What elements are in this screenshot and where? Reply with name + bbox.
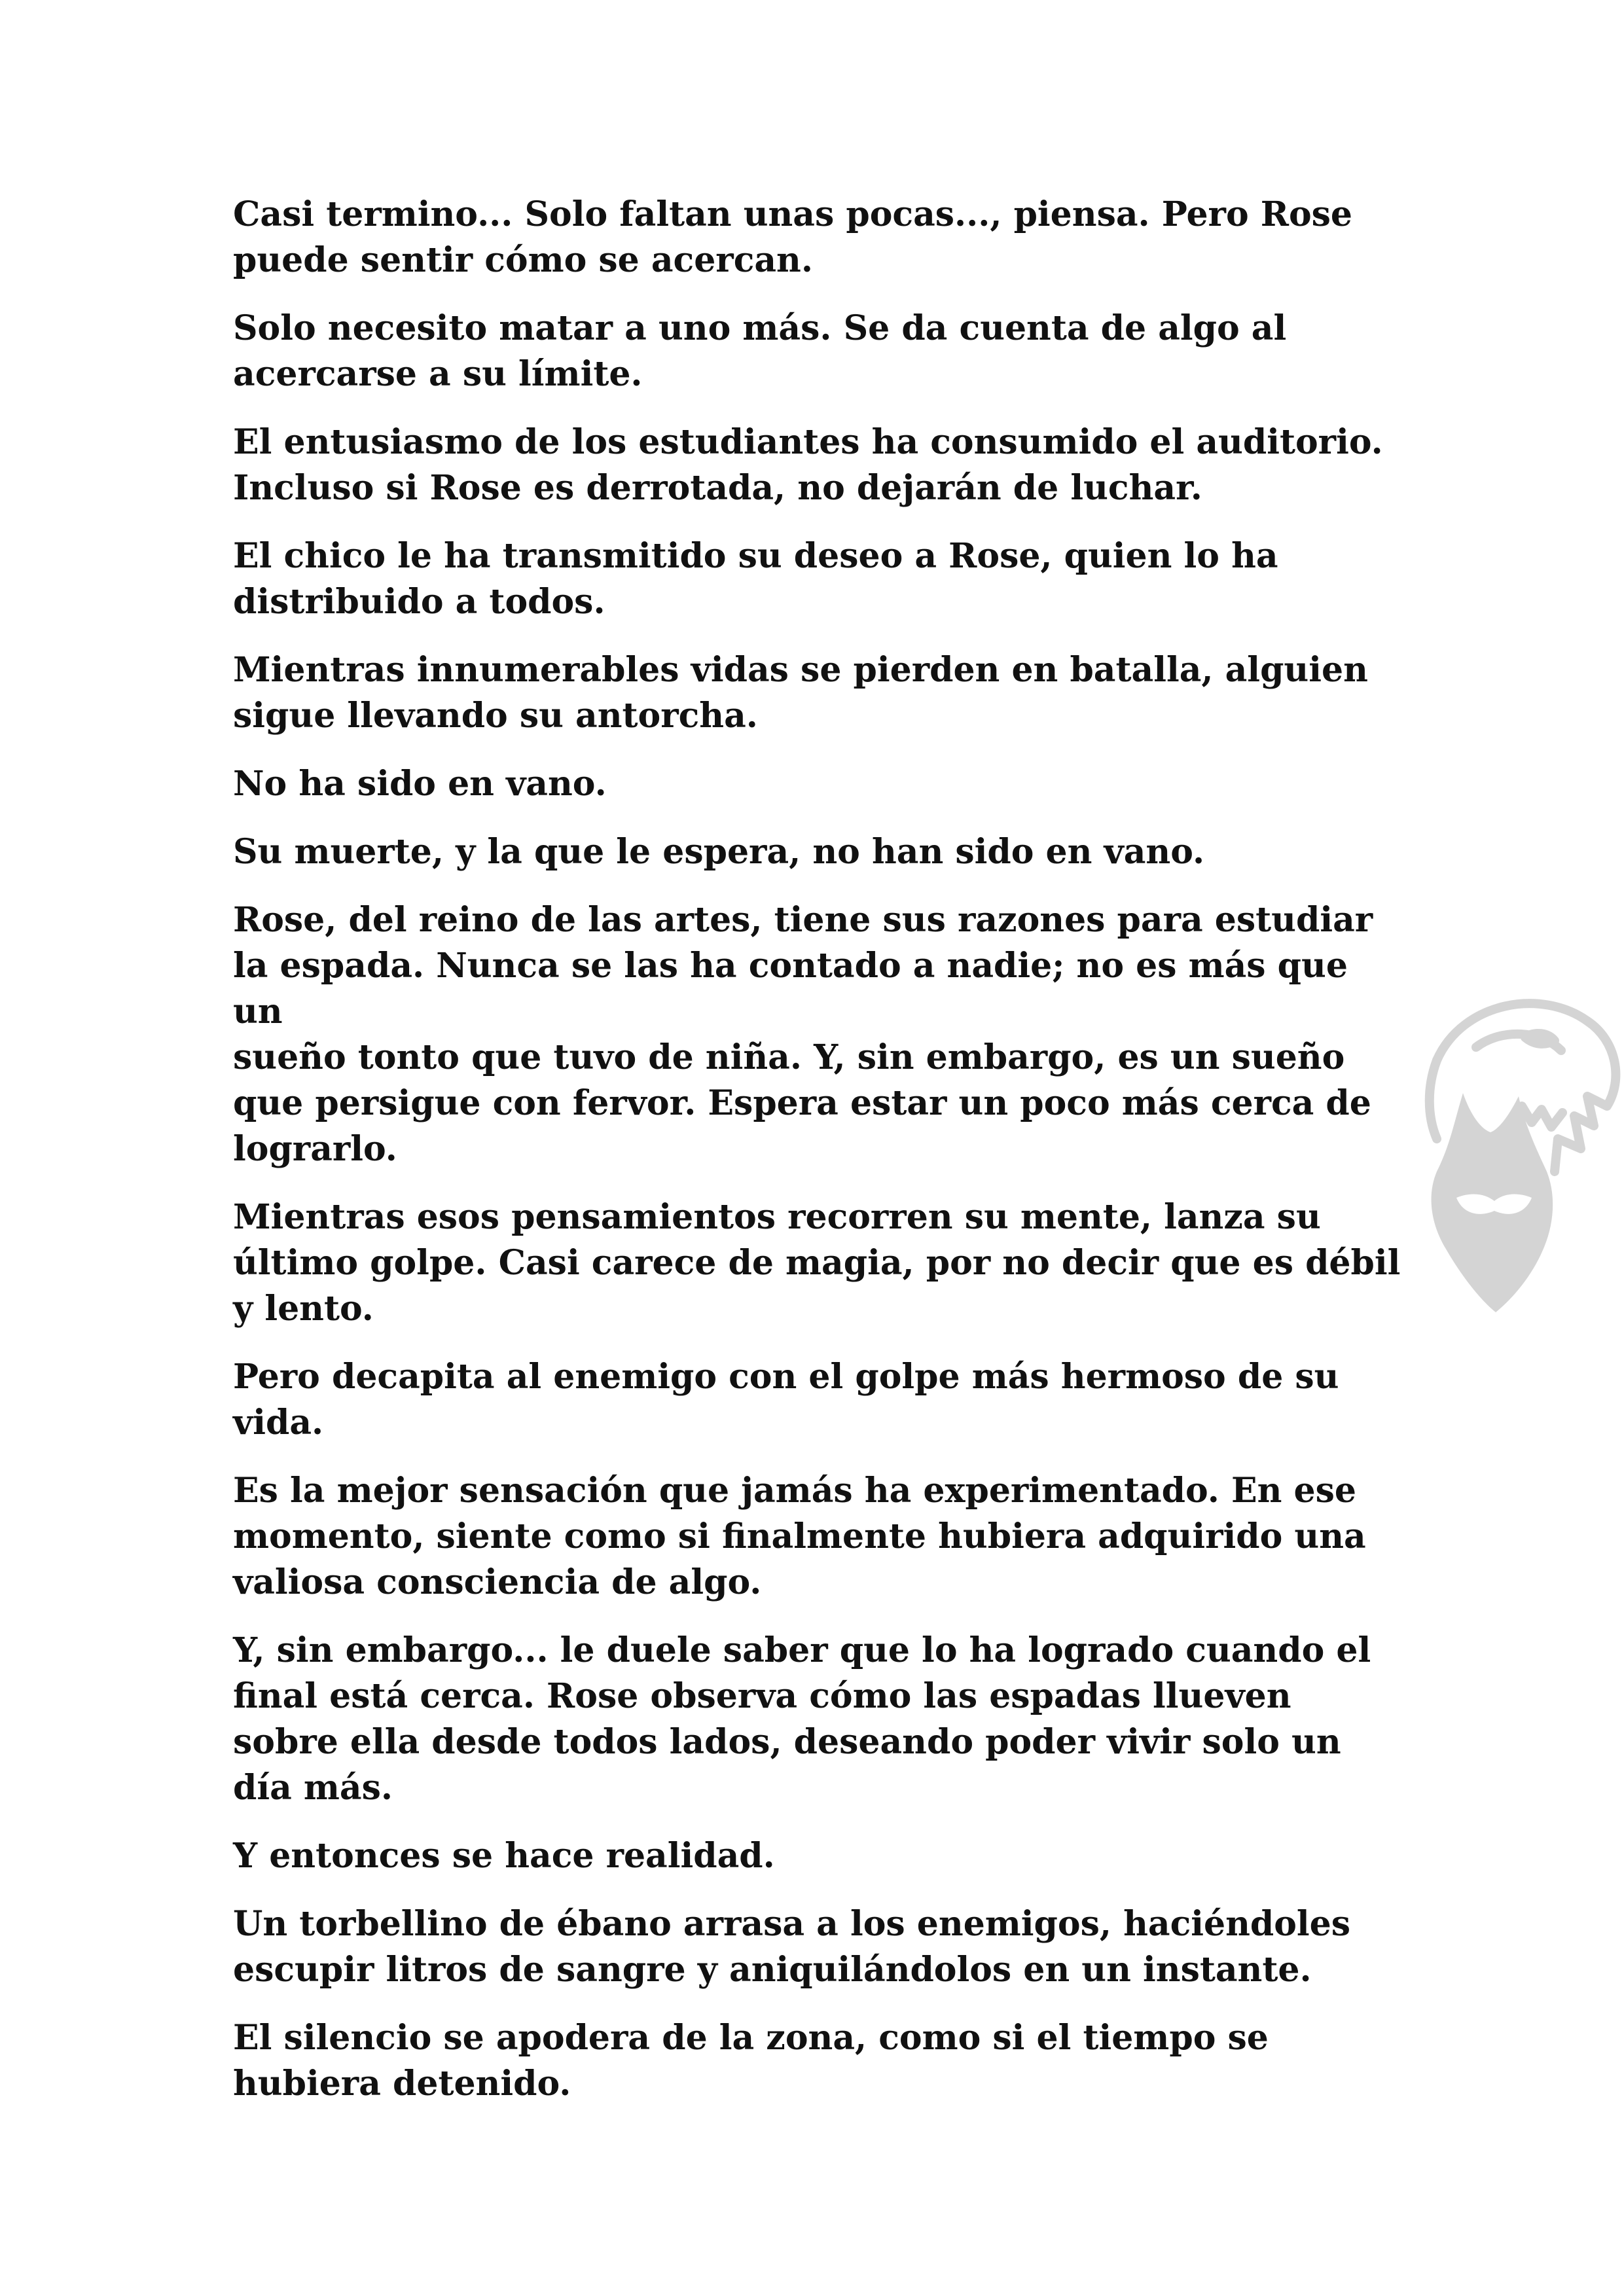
paragraph: Y entonces se hace realidad. bbox=[233, 1836, 775, 1876]
paragraph: Pero decapita al enemigo con el golpe más hermoso de su vida. bbox=[233, 1357, 1339, 1443]
paragraph: No ha sido en vano. bbox=[233, 764, 607, 804]
paragraph: Un torbellino de ébano arrasa a los enemigos, haciéndoles escupir litros de sangre y aniquilándolos en un instante. bbox=[233, 1904, 1351, 1990]
paragraph: Su muerte, y la que le espera, no han sido en vano. bbox=[233, 832, 1205, 872]
paragraph: Y, sin embargo... le duele saber que lo ha logrado cuando el final está cerca. Rose observa cómo las espadas llueven sobre ella desde todos lados, deseando poder vivir solo un día más. bbox=[233, 1630, 1371, 1808]
paragraph: El silencio se apodera de la zona, como si el tiempo se hubiera detenido. bbox=[233, 2018, 1269, 2104]
paragraph: Mientras innumerables vidas se pierden en batalla, alguien sigue llevando su antorcha. bbox=[233, 650, 1368, 736]
paragraph: El entusiasmo de los estudiantes ha consumido el auditorio. Incluso si Rose es derrotada, no dejarán de luchar. bbox=[233, 422, 1383, 508]
paragraph: Mientras esos pensamientos recorren su mente, lanza su último golpe. Casi carece de magia, por no decir que es débil y lento. bbox=[233, 1197, 1401, 1329]
body-text bbox=[233, 192, 1405, 2129]
paragraph: Solo necesito matar a uno más. Se da cuenta de algo al acercarse a su límite. bbox=[233, 308, 1287, 394]
paragraph: Casi termino... Solo faltan unas pocas..., piensa. Pero Rose puede sentir cómo se acercan. bbox=[233, 194, 1352, 280]
dinosaur-head-watermark-icon bbox=[1391, 975, 1624, 1316]
paragraph: Rose, del reino de las artes, tiene sus razones para estudiar la espada. Nunca se las ha contado a nadie; no es más que un sueño tonto que tuvo de niña. Y, sin embargo, es un sueño que persigue con fervor. Espera estar un poco más cerca de lograrlo. bbox=[233, 900, 1373, 1169]
paragraph: Es la mejor sensación que jamás ha experimentado. En ese momento, siente como si finalmente hubiera adquirido una valiosa consciencia de algo. bbox=[233, 1471, 1366, 1602]
paragraph: El chico le ha transmitido su deseo a Rose, quien lo ha distribuido a todos. bbox=[233, 536, 1278, 622]
